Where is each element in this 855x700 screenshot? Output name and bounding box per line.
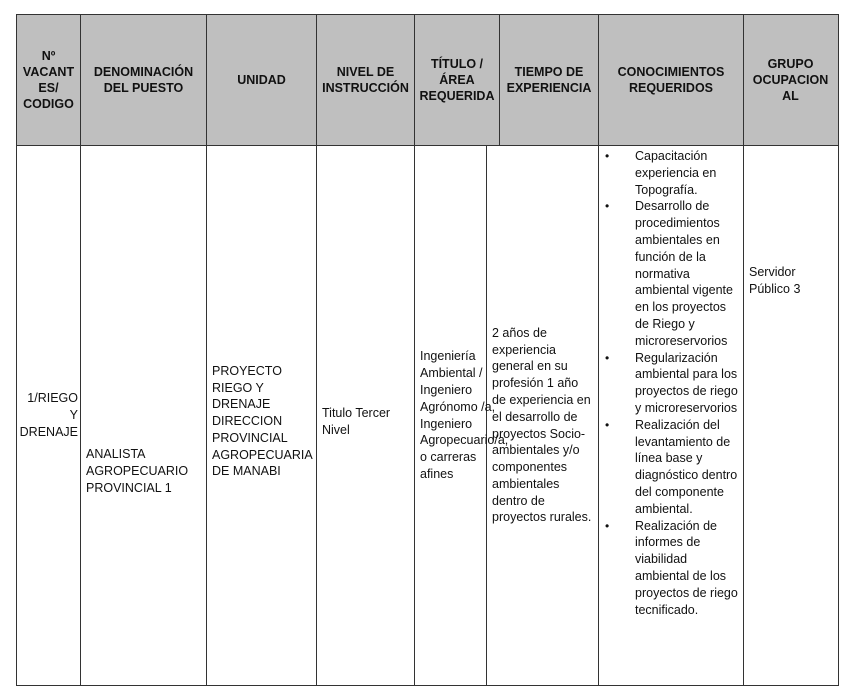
header-denominacion: DENOMINACIÓN DEL PUESTO (81, 15, 207, 145)
header-vacantes: Nº VACANTES/ CODIGO (17, 15, 81, 145)
bullet-icon: • (605, 417, 610, 432)
cell-tiempo: 2 años de experiencia general en su profesión 1 año de experiencia en el desarrollo de proyectos Socio-ambientales y/o componentes ambientales dentro de proyectos rurales. (487, 146, 599, 685)
requirement-item (605, 518, 738, 619)
cell-conocimientos (599, 146, 744, 685)
bullet-icon: • (605, 149, 610, 163)
table-header-row (17, 15, 838, 146)
header-nivel: NIVEL DE INSTRUCCIÓN (317, 15, 415, 145)
bullet-icon: • (605, 199, 610, 214)
requirement-text: Capacitación experiencia en Topografía. (635, 149, 717, 197)
header-conocimientos: CONOCIMIENTOS REQUERIDOS (599, 15, 744, 145)
requirement-text: Regularización ambiental para los proyectos de riego y microreservorios (635, 350, 738, 415)
header-tiempo: TIEMPO DE EXPERIENCIA (500, 15, 599, 145)
cell-titulo: Ingeniería Ambiental / Ingeniero Agrónomo /a, Ingeniero Agropecuario/a, o carreras afines (415, 146, 487, 685)
bullet-icon: • (605, 518, 610, 533)
requirement-item (605, 148, 738, 198)
table-row (17, 146, 838, 685)
job-requirements-table (16, 14, 839, 686)
bullet-icon: • (605, 350, 610, 365)
requirement-text: Realización del levantamiento de línea base y diagnóstico dentro del componente ambiental. (635, 417, 738, 516)
requirement-text: Realización de informes de viabilidad ambiental de los proyectos de riego tecnificado. (635, 518, 738, 617)
requirement-item (605, 350, 738, 417)
requirement-item (605, 198, 738, 349)
cell-grupo: Servidor Público 3 (749, 265, 801, 296)
cell-vacantes: 1/RIEGO Y DRENAJE (17, 146, 81, 685)
header-unidad: UNIDAD (207, 15, 317, 145)
requirement-text: Desarrollo de procedimientos ambientales en función de la normativa ambiental vigente en los proyectos de Riego y microreservorios (635, 199, 733, 348)
requirement-item (605, 417, 738, 518)
header-titulo: TÍTULO /ÁREA REQUERIDA (415, 15, 500, 145)
cell-nivel: Titulo Tercer Nivel (317, 146, 415, 685)
header-grupo: GRUPO OCUPACIONAL (752, 57, 829, 103)
requirements-list (599, 148, 738, 618)
cell-unidad: PROYECTO RIEGO Y DRENAJE DIRECCION PROVINCIAL AGROPECUARIA DE MANABI (207, 146, 317, 685)
cell-denominacion: ANALISTA AGROPECUARIO PROVINCIAL 1 (81, 146, 207, 685)
